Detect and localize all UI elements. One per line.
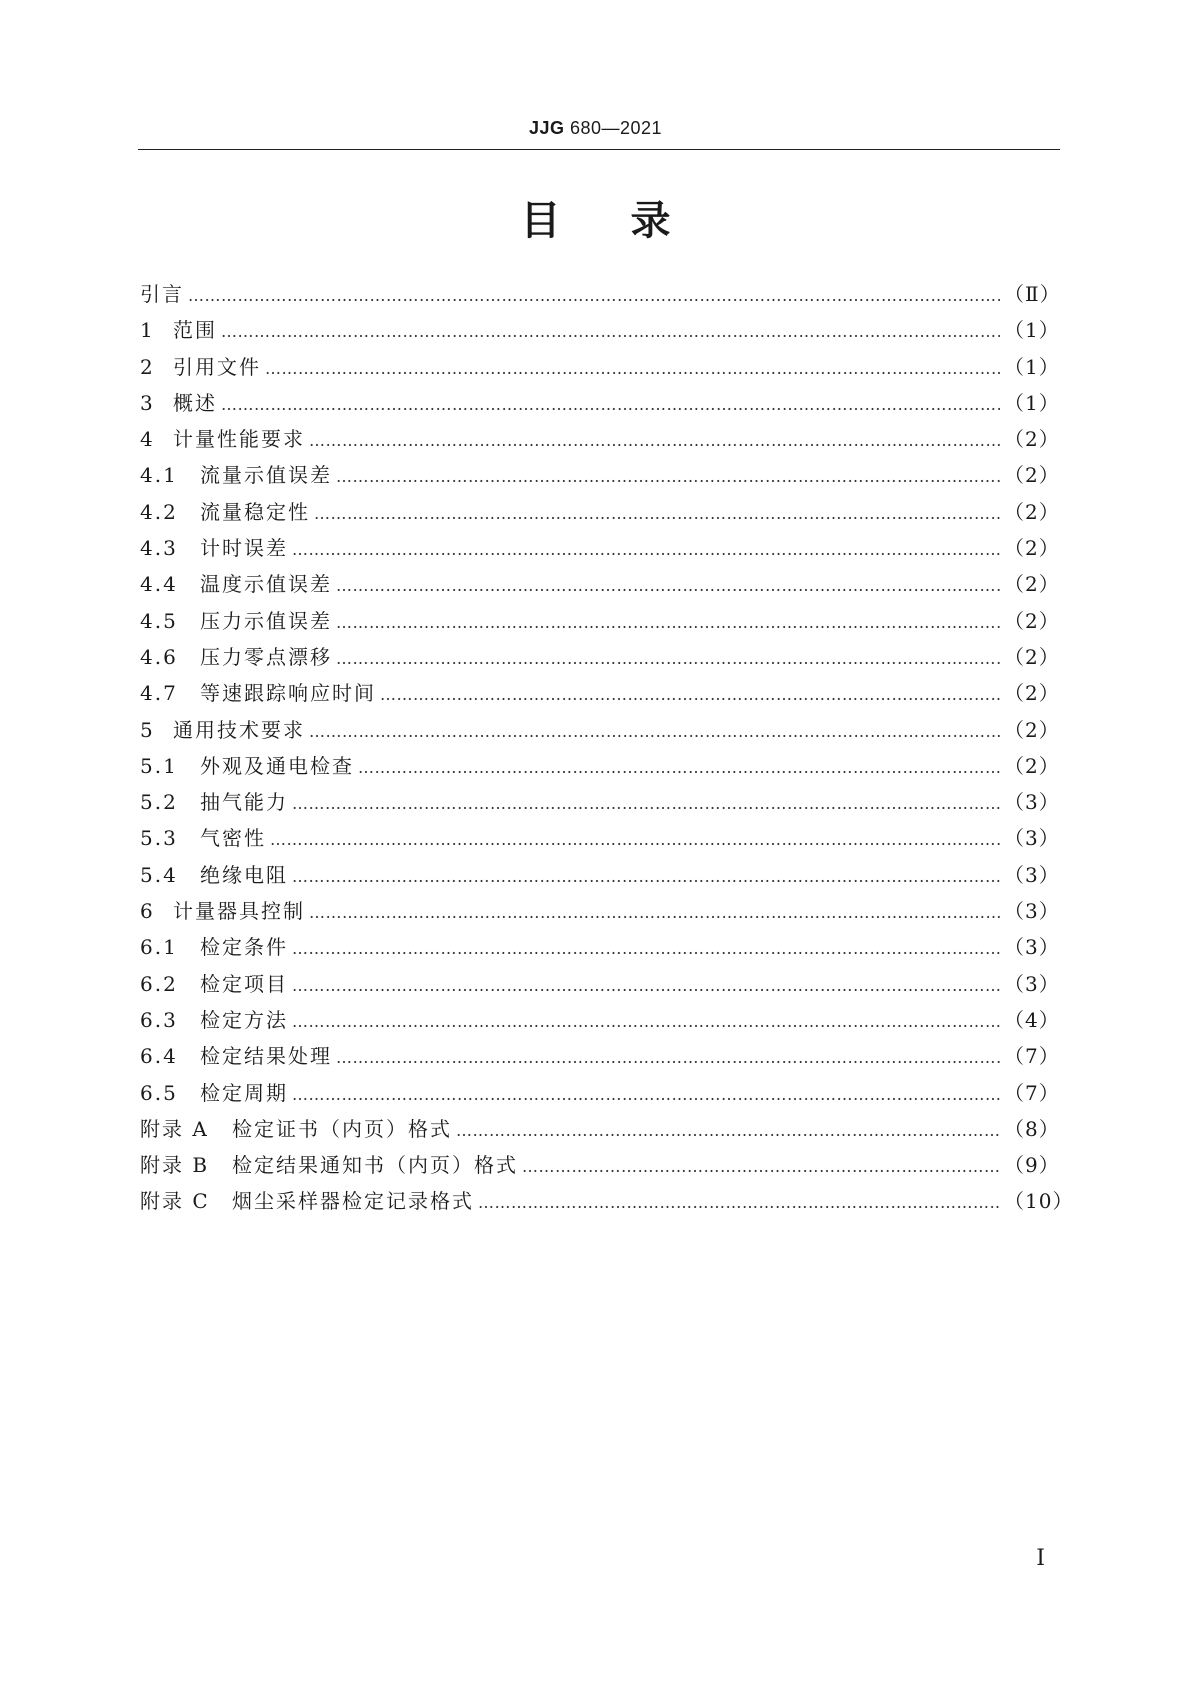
toc-leader-dots (292, 867, 1000, 886)
toc-entry-label: 概述 (173, 390, 217, 415)
toc-entry-number: 4 (140, 427, 155, 452)
toc-entry[interactable] (140, 459, 1060, 495)
toc-leader-dots (336, 649, 1000, 668)
toc-leader-dots (292, 540, 1000, 559)
toc-entry-label: 压力示值误差 (200, 608, 332, 633)
toc-entry-label: 检定结果通知书（内页）格式 (232, 1153, 518, 1178)
standard-code (0, 118, 1191, 139)
toc-entry-page: （2） (1004, 681, 1060, 706)
toc-leader-dots (292, 1085, 1000, 1104)
toc-leader-dots (292, 794, 1000, 813)
toc-leader-dots (221, 322, 1000, 341)
toc-entry[interactable] (140, 387, 1060, 423)
toc-entry-number: 附录 A (140, 1116, 209, 1141)
toc-entry-page: （3） (1004, 971, 1060, 996)
toc-leader-dots (336, 467, 1000, 486)
toc-entry-label: 检定周期 (200, 1080, 288, 1105)
toc-entry[interactable] (140, 314, 1060, 350)
toc-entry-number: 6.5 (140, 1080, 178, 1105)
toc-entry[interactable] (140, 568, 1060, 604)
page-title-char-2: 录 (630, 198, 671, 244)
toc-leader-dots (265, 359, 1000, 378)
toc-entry-page: （4） (1004, 1007, 1060, 1032)
toc-leader-dots (309, 722, 1000, 741)
toc-entry-label: 计时误差 (200, 536, 288, 561)
toc-leader-dots (358, 758, 1000, 777)
page-number: Ⅰ (1036, 1546, 1045, 1571)
toc-entry-page: （2） (1004, 572, 1060, 597)
toc-entry-page: （3） (1004, 899, 1060, 924)
toc-leader-dots (188, 286, 1000, 305)
toc-entry-label: 引言 (140, 282, 184, 306)
toc-entry[interactable] (140, 1004, 1060, 1040)
toc-entry-number: 6.3 (140, 1007, 178, 1032)
toc-entry[interactable] (140, 750, 1060, 786)
toc-entry-number: 6.1 (140, 935, 178, 960)
toc-entry-number: 附录 B (140, 1153, 210, 1178)
toc-entry-number: 4.2 (140, 499, 178, 524)
toc-entry[interactable] (140, 496, 1060, 532)
toc-entry-page: （7） (1004, 1080, 1060, 1105)
toc-leader-dots (314, 504, 1000, 523)
toc-entry-label: 气密性 (200, 826, 266, 851)
toc-entry[interactable] (140, 822, 1060, 858)
toc-entry-number: 6 (140, 899, 155, 924)
toc-entry-page: （3） (1004, 826, 1060, 851)
toc-entry-label: 外观及通电检查 (200, 753, 354, 778)
toc-entry-page: （1） (1004, 390, 1060, 415)
toc-entry-label: 引用文件 (173, 354, 261, 379)
toc-entry[interactable] (140, 677, 1060, 713)
toc-entry-number: 4.1 (140, 463, 178, 488)
toc-entry[interactable] (140, 351, 1060, 387)
toc-leader-dots (292, 976, 1000, 995)
toc-entry-label: 检定证书（内页）格式 (232, 1116, 452, 1141)
toc-entry-label: 等速跟踪响应时间 (200, 681, 376, 706)
toc-entry-label: 检定项目 (200, 971, 288, 996)
toc-leader-dots (478, 1193, 1000, 1212)
toc-entry[interactable] (140, 1077, 1060, 1113)
toc-entry-number: 附录 C (140, 1189, 210, 1214)
toc-entry-page: （2） (1004, 536, 1060, 561)
toc-leader-dots (292, 1012, 1000, 1031)
toc-entry-page: （2） (1004, 608, 1060, 633)
toc-entry[interactable] (140, 895, 1060, 931)
toc-entry[interactable] (140, 423, 1060, 459)
toc-entry-number: 4.3 (140, 536, 178, 561)
toc-entry-number: 5.3 (140, 826, 178, 851)
toc-entry-page: （2） (1004, 717, 1060, 742)
toc-entry[interactable] (140, 931, 1060, 967)
toc-entry[interactable] (140, 1040, 1060, 1076)
toc-entry-label: 压力零点漂移 (200, 644, 332, 669)
toc-entry[interactable] (140, 278, 1061, 314)
toc-entry-page: （3） (1004, 935, 1060, 960)
page-title (0, 196, 1191, 246)
toc-entry-label: 检定条件 (200, 935, 288, 960)
toc-entry-number: 6.4 (140, 1044, 178, 1069)
toc-entry-label: 抽气能力 (200, 790, 288, 815)
toc-entry-page: （1） (1004, 354, 1060, 379)
toc-entry[interactable] (140, 1113, 1060, 1149)
toc-entry-number: 4.7 (140, 681, 178, 706)
toc-entry-page: （3） (1004, 790, 1060, 815)
toc-leader-dots (336, 613, 1000, 632)
toc-entry[interactable] (140, 968, 1060, 1004)
toc-leader-dots (456, 1121, 1000, 1140)
toc-entry-number: 4.5 (140, 608, 178, 633)
toc-entry-label: 流量稳定性 (200, 499, 310, 524)
toc-leader-dots (309, 903, 1000, 922)
standard-code-prefix: JJG (528, 118, 565, 138)
toc-entry-number: 5.2 (140, 790, 178, 815)
toc-entry[interactable] (140, 1149, 1060, 1185)
toc-leader-dots (522, 1157, 1000, 1176)
toc-entry-label: 检定方法 (200, 1007, 288, 1032)
toc-entry-label: 通用技术要求 (173, 717, 305, 742)
toc-entry[interactable] (140, 532, 1060, 568)
toc-entry-label: 范围 (173, 318, 217, 343)
toc-leader-dots (292, 939, 1000, 958)
toc-entry-page: （8） (1004, 1116, 1060, 1141)
toc-entry-number: 5.4 (140, 862, 178, 887)
toc-entry-number: 2 (140, 354, 155, 379)
page-title-char-1: 目 (520, 198, 561, 244)
toc-entry-page: （2） (1004, 753, 1060, 778)
toc-entry[interactable] (140, 859, 1060, 895)
toc-entry-page: （2） (1004, 499, 1060, 524)
toc-entry-page: （7） (1004, 1044, 1060, 1069)
toc-entry-number: 4.4 (140, 572, 178, 597)
table-of-contents (140, 278, 1074, 1222)
toc-entry-label: 计量器具控制 (173, 899, 305, 924)
toc-entry-label: 检定结果处理 (200, 1044, 332, 1069)
toc-entry[interactable] (140, 714, 1060, 750)
toc-leader-dots (221, 395, 1000, 414)
toc-entry-number: 6.2 (140, 971, 178, 996)
toc-entry-page: （2） (1004, 463, 1060, 488)
toc-entry[interactable] (140, 1185, 1074, 1221)
toc-entry-label: 温度示值误差 (200, 572, 332, 597)
toc-entry-page: （2） (1004, 644, 1060, 669)
toc-entry-number: 4.6 (140, 644, 178, 669)
toc-entry-page: （9） (1004, 1153, 1060, 1178)
toc-leader-dots (336, 576, 1000, 595)
toc-entry-label: 烟尘采样器检定记录格式 (232, 1189, 474, 1214)
toc-entry-number: 5.1 (140, 753, 178, 778)
toc-entry-page: （3） (1004, 862, 1060, 887)
toc-entry[interactable] (140, 786, 1060, 822)
toc-leader-dots (270, 830, 1000, 849)
toc-entry-page: （2） (1004, 427, 1060, 452)
toc-entry-page: （Ⅱ） (1004, 282, 1061, 306)
standard-code-number: 680—2021 (564, 118, 663, 138)
toc-entry-number: 5 (140, 717, 155, 742)
toc-leader-dots (380, 685, 1000, 704)
toc-entry-page: （10） (1004, 1189, 1074, 1214)
header-rule (138, 149, 1060, 150)
toc-leader-dots (336, 1048, 1000, 1067)
toc-entry-page: （1） (1004, 318, 1060, 343)
toc-entry-label: 流量示值误差 (200, 463, 332, 488)
toc-entry[interactable] (140, 641, 1060, 677)
toc-entry-label: 绝缘电阻 (200, 862, 288, 887)
toc-entry-number: 1 (140, 318, 155, 343)
toc-entry-number: 3 (140, 390, 155, 415)
toc-entry-label: 计量性能要求 (173, 427, 305, 452)
toc-leader-dots (309, 431, 1000, 450)
toc-entry[interactable] (140, 605, 1060, 641)
